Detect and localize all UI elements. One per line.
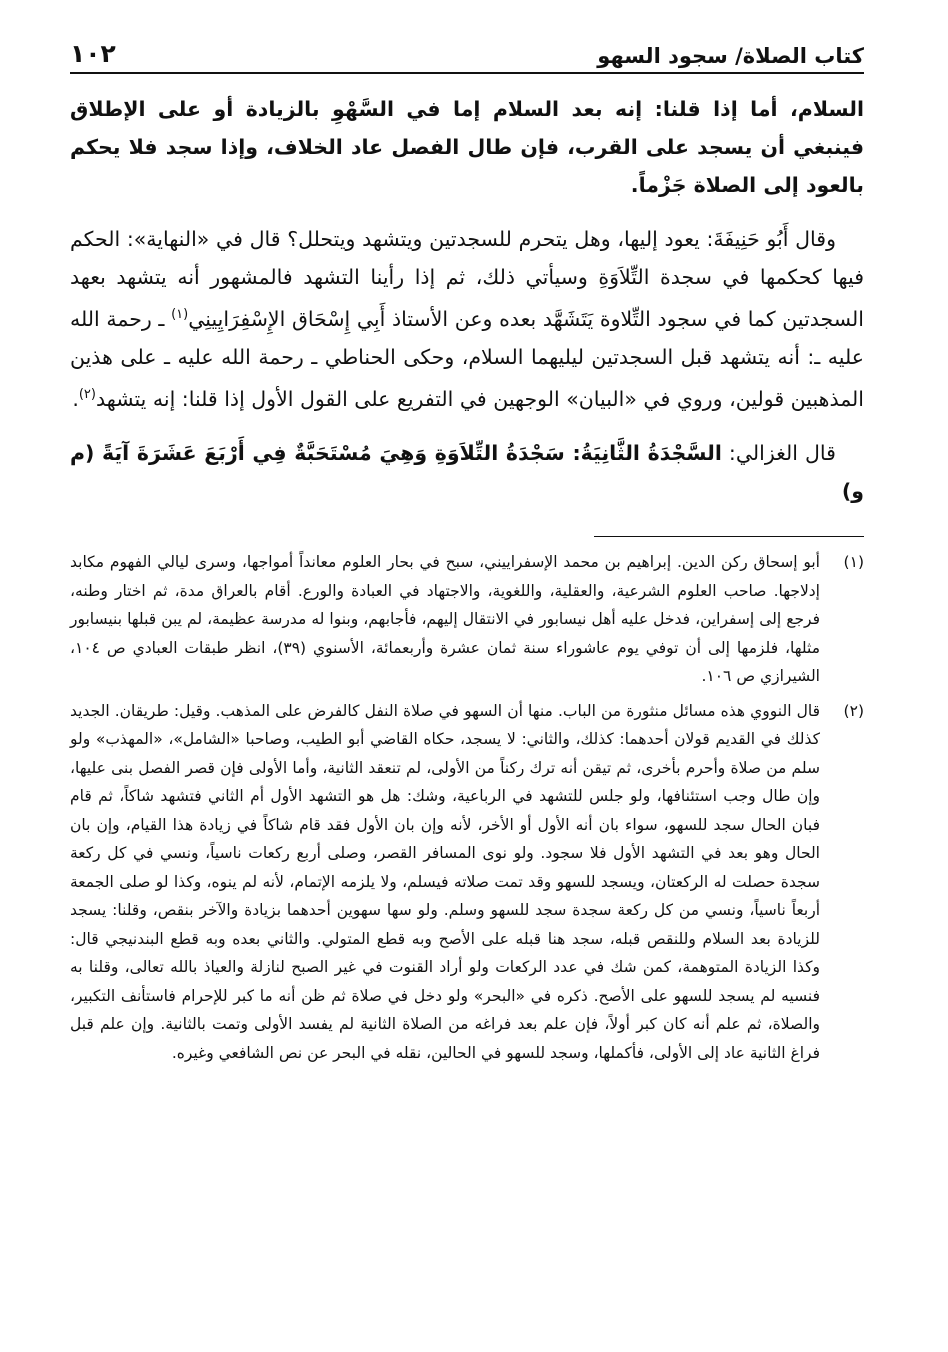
- paragraph-1: السلام، أما إذا قلنا: إنه بعد السلام إما في السَّهْوِ بالزيادة أو على الإطلاق فينبغي أن يسجد على القرب، فإن طال الفصل عاد الخلاف، وإذا سجد فلا يحكم بالعود إلى الصلاة جَزْماً.: [70, 97, 864, 197]
- main-text: [70, 90, 864, 526]
- footnotes: [70, 548, 864, 1073]
- footnote-ref-1[interactable]: (١): [171, 307, 189, 322]
- paragraph-2-end: .: [72, 386, 79, 411]
- footnote-2-text: قال النووي هذه مسائل منثورة من الباب. منها أن السهو في صلاة النفل كالفرض على المذهب. وقيل: طريقان. الجديد كذلك في القديم قولان أحدهما: كذلك، والثاني: لا يسجد، حكاه القاضي أبو الطيب، وصاحبا «الشامل»، «المهذب» ولو سلم من صلاة وأحرم بأخرى، ثم تيقن أنه ترك ركناً من الأولى، لم تنعقد الثانية، وأما الأولى فإن قصر الفصل بنى عليها، وإن طال وجب استئنافها، ولو جلس للتشهد في الرباعية، وشك: هل هو التشهد الأول أم الثاني فتشهد شاكاً، ثم قام فبان الحال سجد للسهو، سواء بان أنه الأول أو الأخر، لأنه وإن بان الأول فقد قام شاكاً في زيادة هذا القيام، وإن بان الحال وهو بعد في التشهد الأول فلا سجود. ولو نوى المسافر القصر، وصلى أربع ركعات ناسياً، ونسي في كل ركعة سجدة حصلت له الركعتان، ويسجد للسهو وقد تمت صلاته فيسلم، ولا يلزمه الإتمام، لأنه لم ينوه، وكذا لو صلى الجمعة أربعاً ناسياً، ونسي من كل ركعة سجدة سجد للسهو وسلم. ولو سها سهوين أحدهما بزيادة والآخر بنقص، وقلنا: يسجد للزيادة بعد السلام وللنقص قبله، سجد هنا قبله على الأصح وبه قطع المتولي. والثاني بعده وبه قطع البندنيجي قال: وكذا الزيادة المتوهمة، كمن شك في عدد الركعات ولو أراد القنوت في غير الصبح لنازلة والعياذ بالله تعالى، وقلنا به فنسيه لم يسجد للسهو على الأصح. ذكره في «البحر» ولو دخل في صلاة ثم ظن أنه ما كبر للإحرام فاستأنف التكبير، والصلاة، ثم علم أنه كان كبر أولاً، فإن علم بعد فراغه من الصلاة الثانية لم يفسد الأولى وتمت بالثانية. وإن علم قبل فراغ الثانية عاد إلى الأولى، فأكملها، وسجد للسهو في الحالين، نقله في البحر عن نص الشافعي وغيره.: [70, 701, 820, 1062]
- footnote-2-number: (٢): [843, 701, 864, 720]
- footnote-1: [70, 548, 864, 691]
- footnote-1-text: أبو إسحاق ركن الدين. إبراهيم بن محمد الإسفراييني، سبح في بحار العلوم معانداً أمواجها، وسرى ليالي الفهوم مكابد إدلاجها. صاحب العلوم الشرعية، والعقلية، واللغوية، والاجتهاد في العبادة والورع. أقام بالعراق مدة، ثم اختار وطنه، فرجع إلى إسفراين، فدخل عليه أهل نيسابور في الانتقال إليهم، فأجابهم، وبنوا له مدرسة عظيمة، لم يبن قبلها بنيسابور مثلها، فلزمها إلى أن توفي يوم عاشوراء سنة ثمان عشرة وأربعمائة، الأسنوي (٣٩)، انظر طبقات العبادي ص ١٠٤، الشيرازي ص ١٠٦.: [70, 553, 820, 685]
- page-number: ١٠٢: [70, 39, 116, 68]
- footnote-1-number: (١): [843, 553, 864, 571]
- ghazali-quote: [70, 434, 864, 510]
- page-header: [70, 34, 864, 74]
- paragraph-2: [70, 220, 864, 418]
- paragraph-2-text: وقال أَبُو حَنِيفَةَ: يعود إليها، وهل يتحرم للسجدتين ويتشهد ويتحلل؟ قال في «النهاية»: الحكم فيها كحكمها في سجدة التِّلاَوَةِ وسيأتي ذلك، ثم إذا رأينا التشهد فالمشهور أنه يتشهد بعهد السجدتين كما في سجود التِّلاوة يَتَشَهَّد بعده وعن الأستاذ أَبِي إِسْحَاق الإِسْفِرَايِينِي: [70, 227, 864, 331]
- footnote-ref-2[interactable]: (٢): [78, 386, 96, 402]
- paragraph-2-continued: ـ رحمة الله عليه ـ: أنه يتشهد قبل السجدتين ليليهما السلام، وحكى الحناطي ـ رحمة الله عليه ـ على هذين المذهبين قولين، وروي في «البيان» الوجهين في التفريع على القول الأول إذا قلنا: إنه يتشهد: [70, 306, 864, 411]
- ghazali-intro: قال الغزالي:: [721, 440, 836, 465]
- footnote-divider: [594, 536, 864, 537]
- running-title: كتاب الصلاة/ سجود السهو: [597, 44, 864, 68]
- ghazali-text: السَّجْدَةُ الثَّانِيَةُ: سَجْدَةُ التِّلاَوَةِ وَهِيَ مُسْتَحَبَّةٌ فِي أَرْبَعَ عَشَرَةَ آيَةً (م و): [70, 440, 864, 503]
- footnote-2: [70, 697, 864, 1068]
